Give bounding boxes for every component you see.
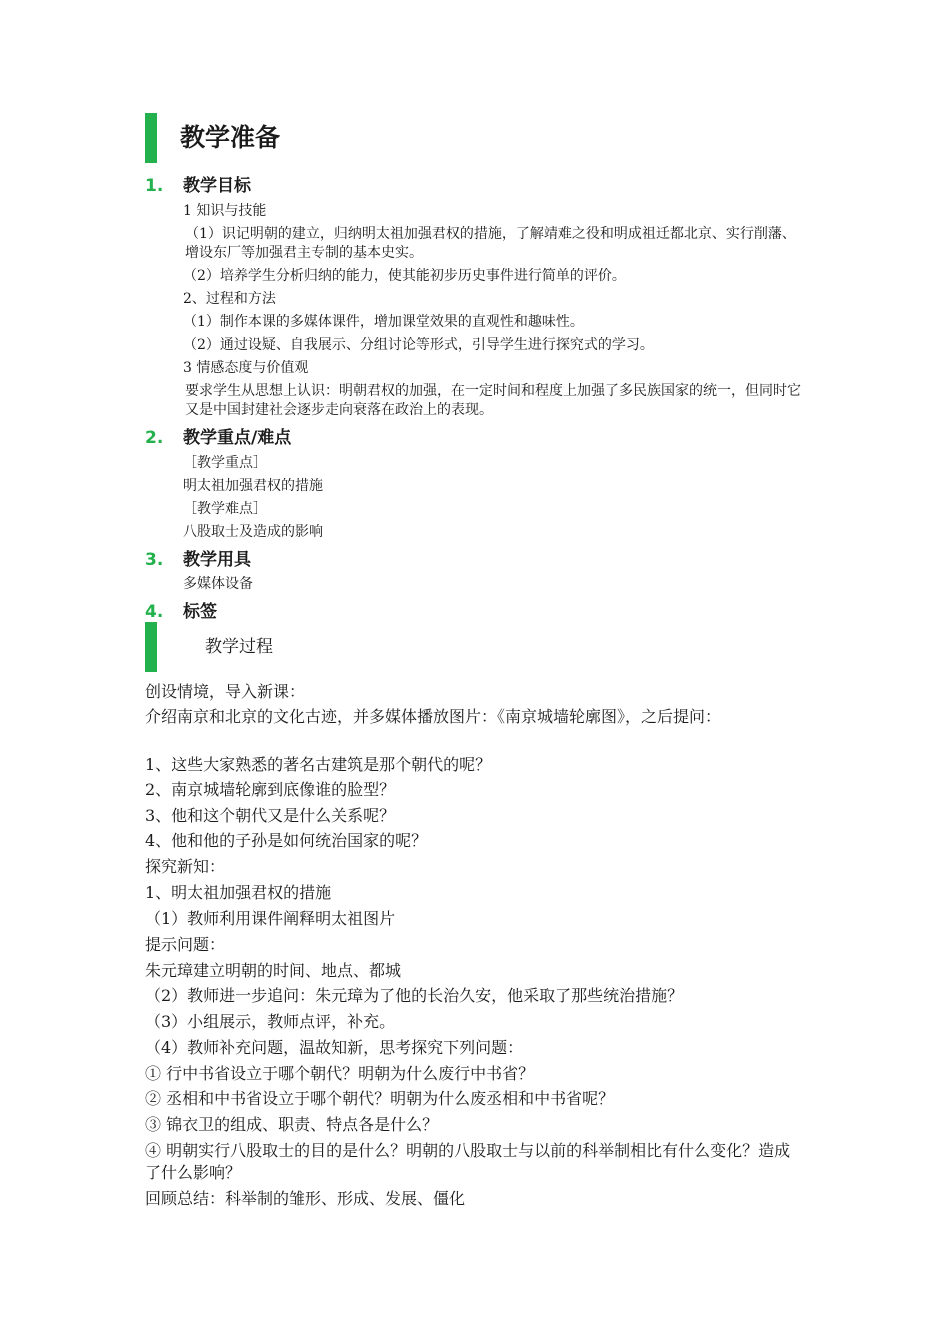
heading-number: 4. xyxy=(145,602,164,622)
heading-number: 2. xyxy=(145,428,164,448)
knowledge-item-2: （2）培养学生分析归纳的能力，使其能初步历史事件进行简单的评价。 xyxy=(183,268,626,284)
process-item-2: （2）通过设疑、自我展示、分组讨论等形式，引导学生进行探究式的学习。 xyxy=(183,337,654,353)
heading-text: 教学用具 xyxy=(183,550,251,570)
process-line: （3）小组展示，教师点评，补充。 xyxy=(145,1012,396,1031)
process-line: （4）教师补充问题，温故知新，思考探究下列问题： xyxy=(145,1038,524,1057)
process-line: ② 丞相和中书省设立于哪个朝代？明朝为什么废丞相和中书省呢？ xyxy=(145,1089,615,1108)
process-line: ④ 明朝实行八股取士的目的是什么？明朝的八股取士与以前的科举制相比有什么变化？造成了什么影响？ xyxy=(145,1141,791,1182)
heading-text: 教学重点/难点 xyxy=(183,428,292,448)
process-line: 1、明太祖加强君权的措施 xyxy=(145,883,332,902)
process-item-1: （1）制作本课的多媒体课件，增加课堂效果的直观性和趣味性。 xyxy=(183,314,584,330)
knowledge-label: 1 知识与技能 xyxy=(183,203,267,219)
focus-text: 明太祖加强君权的措施 xyxy=(183,478,323,494)
focus-label: ［教学重点］ xyxy=(183,455,267,471)
difficulty-label: ［教学难点］ xyxy=(183,501,267,517)
difficulty-text: 八股取士及造成的影响 xyxy=(183,524,323,540)
heading-text: 教学目标 xyxy=(183,176,251,196)
process-label: 2、过程和方法 xyxy=(183,291,276,307)
section-accent-bar xyxy=(145,113,157,163)
process-line: 探究新知： xyxy=(145,857,226,876)
process-line: 提示问题： xyxy=(145,935,226,954)
process-line: （2）教师进一步追问：朱元璋为了他的长治久安，他采取了那些统治措施？ xyxy=(145,986,684,1005)
attitude-item-1-text: 要求学生从思想上认识：明朝君权的加强，在一定时间和程度上加强了多民族国家的统一，但同时它又是中国封建社会逐步走向衰落在政治上的表现。 xyxy=(185,383,801,418)
process-line: ① 行中书省设立于哪个朝代？明朝为什么废行中书省？ xyxy=(145,1064,535,1083)
process-line: 创设情境，导入新课： xyxy=(145,682,306,701)
tools-content: 多媒体设备 xyxy=(183,576,253,592)
section-title: 教学准备 xyxy=(180,123,281,152)
process-line: 2、南京城墙轮廓到底像谁的脸型？ xyxy=(145,780,396,799)
heading-number: 1. xyxy=(145,176,164,196)
heading-number: 3. xyxy=(145,550,164,570)
process-line: 朱元璋建立明朝的时间、地点、都城 xyxy=(145,961,402,980)
process-line: （1）教师利用课件阐释明太祖图片 xyxy=(145,909,396,928)
process-line: 1、这些大家熟悉的著名古建筑是那个朝代的呢？ xyxy=(145,755,492,774)
section-title: 教学过程 xyxy=(205,637,273,657)
attitude-label: 3 情感态度与价值观 xyxy=(183,360,309,376)
process-line: 3、他和这个朝代又是什么关系呢？ xyxy=(145,806,396,825)
section-accent-bar xyxy=(145,622,157,672)
process-line: 4、他和他的子孙是如何统治国家的呢？ xyxy=(145,831,428,850)
process-line: 介绍南京和北京的文化古迹，并多媒体播放图片：《南京城墙轮廓图》，之后提问： xyxy=(145,707,722,726)
attitude-item-1 xyxy=(145,382,805,420)
process-line: ③ 锦衣卫的组成、职责、特点各是什么？ xyxy=(145,1115,439,1134)
process-line: 回顾总结：科举制的雏形、形成、发展、僵化 xyxy=(145,1189,466,1208)
knowledge-item-1 xyxy=(145,225,805,263)
heading-text: 标签 xyxy=(183,602,217,622)
knowledge-item-1-text: （1）识记明朝的建立，归纳明太祖加强君权的措施，了解靖难之役和明成祖迁都北京、实行削藩、增设东厂等加强君主专制的基本史实。 xyxy=(185,226,796,261)
